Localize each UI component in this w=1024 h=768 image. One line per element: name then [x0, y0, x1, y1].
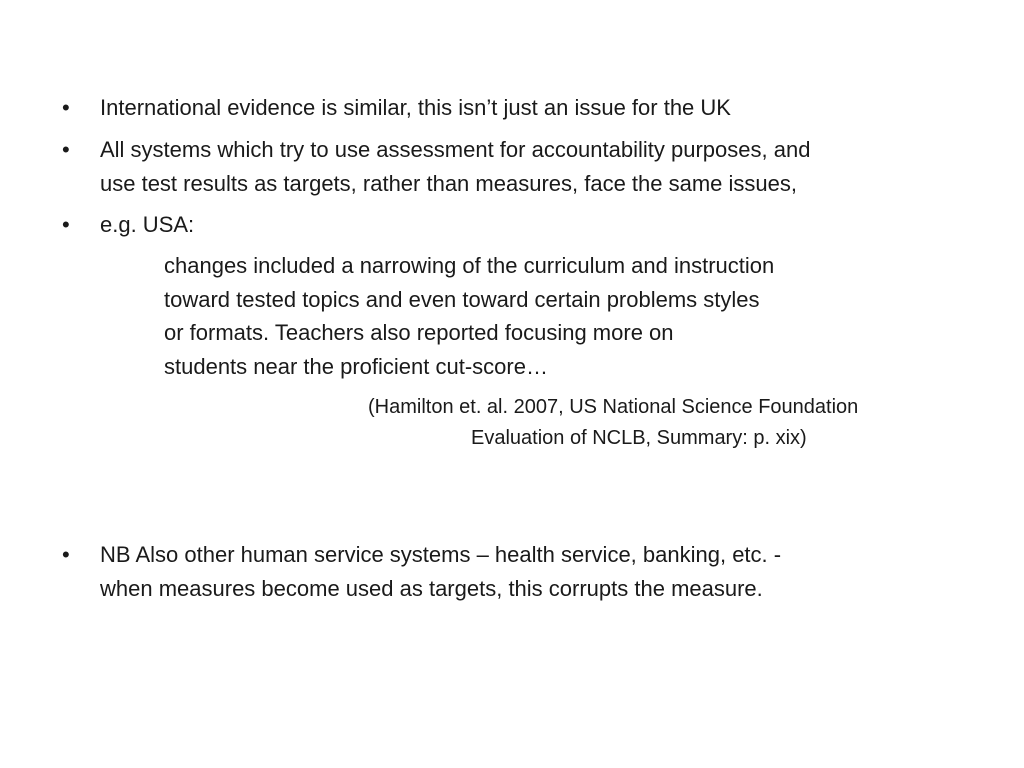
- bullet-marker: •: [62, 137, 70, 162]
- quote-line-1: changes included a narrowing of the curriculum and instruction: [164, 253, 775, 278]
- quote-line-2: toward tested topics and even toward certain problems styles: [164, 287, 760, 312]
- bullet-1-line-1: International evidence is similar, this isn’t just an issue for the UK: [100, 95, 731, 120]
- quote-line-4: students near the proficient cut-score…: [164, 354, 548, 379]
- quote-line-3: or formats. Teachers also reported focusing more on: [164, 320, 674, 345]
- citation-line-2: Evaluation of NCLB, Summary: p. xix): [471, 427, 807, 449]
- bullet-4-line-1: NB Also other human service systems – health service, banking, etc. -: [100, 542, 782, 567]
- bullet-4-line-2: when measures become used as targets, this corrupts the measure.: [100, 576, 763, 601]
- citation-line-1: (Hamilton et. al. 2007, US National Science Foundation: [368, 396, 859, 418]
- bullet-2-line-1: All systems which try to use assessment for accountability purposes, and: [100, 137, 811, 162]
- bullet-marker: •: [62, 542, 70, 567]
- bullet-3-line-1: e.g. USA:: [100, 212, 195, 237]
- bullet-marker: •: [62, 212, 70, 237]
- bullet-marker: •: [62, 95, 70, 120]
- bullet-2-line-2: use test results as targets, rather than measures, face the same issues,: [100, 171, 797, 196]
